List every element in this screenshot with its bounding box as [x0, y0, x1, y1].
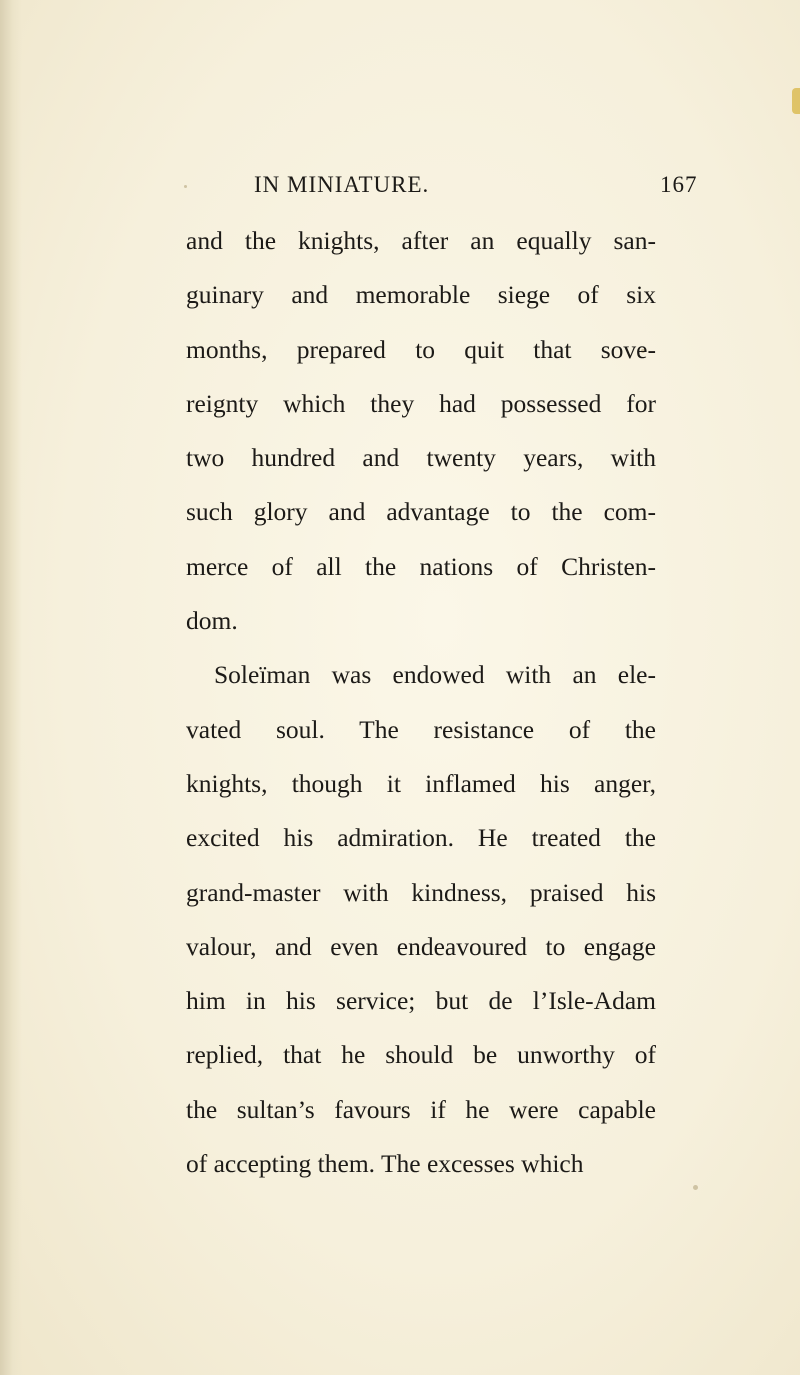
text-line: merce of all the nations of Christen-	[186, 551, 656, 581]
text-line: valour, and even endeavoured to engage	[186, 931, 656, 961]
paragraph	[186, 648, 656, 1191]
text-line: him in his service; but de l’Isle-Adam	[186, 986, 656, 1016]
text-line: and the knights, after an equally san-	[186, 226, 656, 255]
running-head: IN MINIATURE.	[254, 172, 430, 197]
edge-stain	[792, 88, 800, 114]
paragraph	[186, 214, 656, 648]
text-line: months, prepared to quit that sove-	[186, 334, 656, 364]
text-line: excited his admiration. He treated the	[186, 823, 656, 853]
text-line: such glory and advantage to the com-	[186, 497, 656, 527]
text-line: guinary and memorable siege of six	[186, 280, 656, 310]
text-line: dom.	[186, 606, 238, 636]
paper-speck	[693, 1185, 698, 1190]
text-line: knights, though it inflamed his anger,	[186, 768, 656, 798]
text-line: the sultan’s favours if he were capable	[186, 1094, 656, 1124]
text-line: replied, that he should be unworthy of	[186, 1040, 656, 1070]
page-gutter	[0, 0, 22, 1375]
text-line: two hundred and twenty years, with	[186, 443, 656, 473]
text-line: vated soul. The resistance of the	[186, 714, 656, 744]
page-number: 167	[660, 172, 698, 197]
text-line: grand-master with kindness, praised his	[186, 877, 656, 907]
page-header	[0, 172, 800, 202]
body-text	[186, 214, 656, 1191]
text-line: Soleïman was endowed with an ele-	[214, 660, 656, 690]
text-line: reignty which they had possessed for	[186, 388, 656, 418]
text-line: of accepting them. The excesses which	[186, 1149, 584, 1179]
